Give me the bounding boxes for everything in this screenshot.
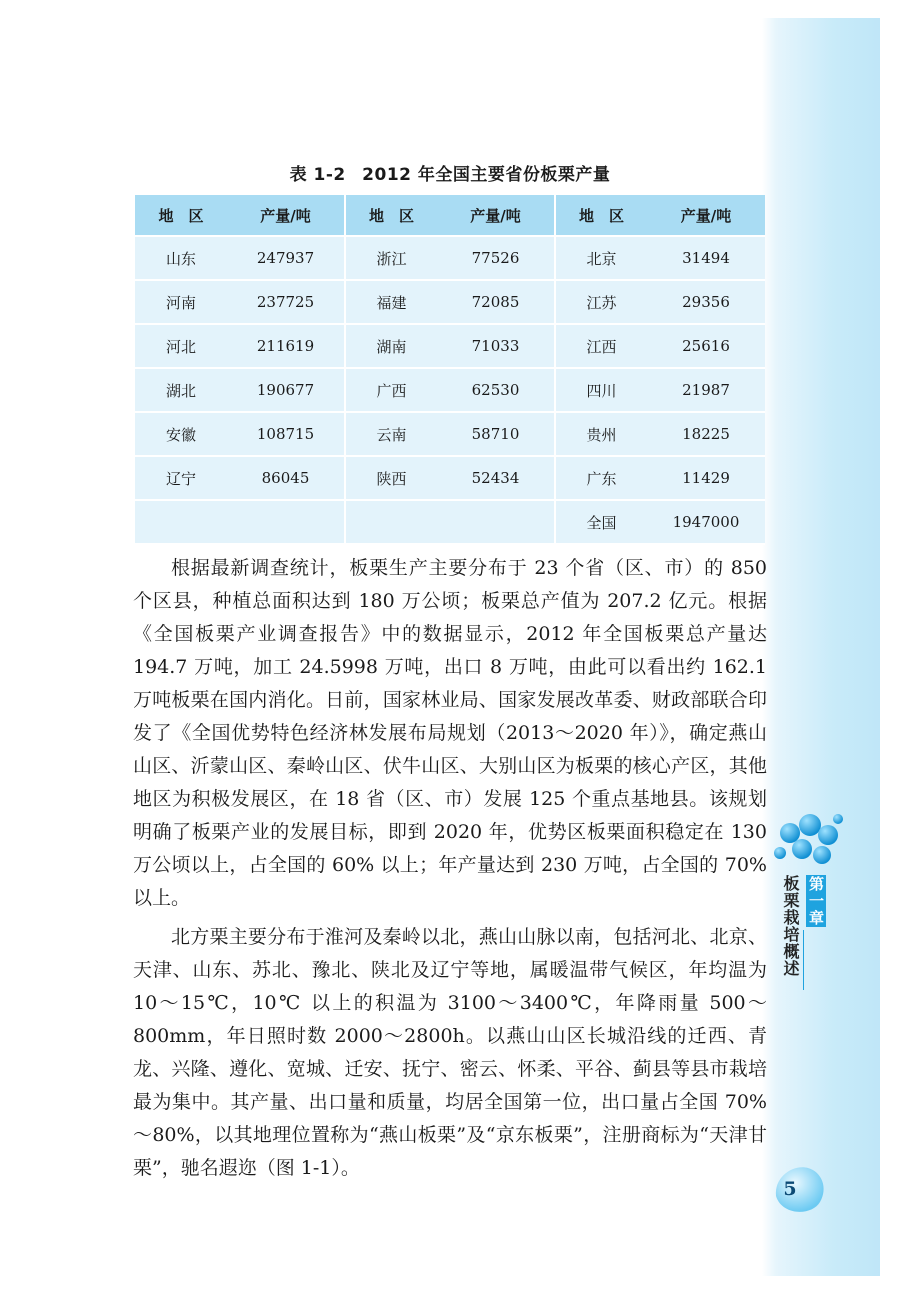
table-row [135, 456, 765, 500]
cell-region: 江苏 [555, 280, 647, 324]
table-row [135, 368, 765, 412]
chapter-title: 板栗栽培概述 [781, 875, 800, 977]
cell-region: 陕西 [345, 456, 437, 500]
chestnut-dots-decoration [770, 805, 850, 875]
cell-region: 北京 [555, 236, 647, 280]
cell-output: 86045 [227, 456, 345, 500]
cell-region: 山东 [135, 236, 227, 280]
table-row [135, 236, 765, 280]
header-region-1: 地 区 [135, 195, 227, 236]
cell-region: 河北 [135, 324, 227, 368]
table-row [135, 280, 765, 324]
cell-empty [345, 500, 437, 544]
cell-output: 31494 [647, 236, 765, 280]
cell-output: 72085 [437, 280, 555, 324]
cell-output: 108715 [227, 412, 345, 456]
table-row [135, 324, 765, 368]
header-region-3: 地 区 [555, 195, 647, 236]
cell-region: 江西 [555, 324, 647, 368]
side-decoration-strip [762, 18, 880, 1276]
table-number: 表 1-2 [289, 165, 346, 185]
cell-empty [227, 500, 345, 544]
body-text [133, 552, 767, 1191]
cell-output: 29356 [647, 280, 765, 324]
header-output-1: 产量/吨 [227, 195, 345, 236]
cell-region: 湖北 [135, 368, 227, 412]
table-row [135, 412, 765, 456]
header-output-3: 产量/吨 [647, 195, 765, 236]
cell-output: 77526 [437, 236, 555, 280]
cell-region: 浙江 [345, 236, 437, 280]
cell-output: 190677 [227, 368, 345, 412]
cell-output: 52434 [437, 456, 555, 500]
paragraph-2: 北方栗主要分布于淮河及秦岭以北，燕山山脉以南，包括河北、北京、天津、山东、苏北、豫北、陕北及辽宁等地，属暖温带气候区，年均温为 10～15℃，10℃ 以上的积温为 3100～3400℃，年降雨量 500～800mm，年日照时数 2000～2800h。以燕山山区长城沿线的迁西、青龙、兴隆、遵化、宽城、迁安、抚宁、密云、怀柔、平谷、蓟县等县市栽培最为集中。其产量、出口量和质量，均居全国第一位，出口量占全国 70%～80%，以其地理位置称为“燕山板栗”及“京东板栗”，注册商标为“天津甘栗”，驰名遐迩（图 1-1）。 [133, 926, 767, 1179]
cell-region: 贵州 [555, 412, 647, 456]
cell-output: 71033 [437, 324, 555, 368]
page-number: 5 [783, 1178, 797, 1200]
cell-output: 21987 [647, 368, 765, 412]
chapter-label: 第一章 [807, 875, 825, 927]
table-row-total [135, 500, 765, 544]
cell-region: 福建 [345, 280, 437, 324]
cell-empty [437, 500, 555, 544]
header-region-2: 地 区 [345, 195, 437, 236]
cell-output: 237725 [227, 280, 345, 324]
cell-region: 辽宁 [135, 456, 227, 500]
cell-output: 247937 [227, 236, 345, 280]
cell-empty [135, 500, 227, 544]
cell-output-total: 1947000 [647, 500, 765, 544]
cell-region: 四川 [555, 368, 647, 412]
table-caption [0, 160, 900, 185]
production-table [135, 195, 765, 545]
header-output-2: 产量/吨 [437, 195, 555, 236]
cell-output: 18225 [647, 412, 765, 456]
cell-output: 62530 [437, 368, 555, 412]
table-header-row [135, 195, 765, 236]
cell-output: 25616 [647, 324, 765, 368]
cell-region: 河南 [135, 280, 227, 324]
chapter-divider [803, 930, 804, 990]
cell-region: 湖南 [345, 324, 437, 368]
cell-output: 211619 [227, 324, 345, 368]
cell-region: 广东 [555, 456, 647, 500]
cell-region-total: 全国 [555, 500, 647, 544]
cell-region: 广西 [345, 368, 437, 412]
cell-region: 安徽 [135, 412, 227, 456]
cell-output: 11429 [647, 456, 765, 500]
table-title-text: 2012 年全国主要省份板栗产量 [362, 165, 611, 185]
paragraph-1: 根据最新调查统计，板栗生产主要分布于 23 个省（区、市）的 850 个区县，种植总面积达到 180 万公顷；板栗总产值为 207.2 亿元。根据《全国板栗产业调查报告》中的数据显示，2012 年全国板栗总产量达 194.7 万吨，加工 24.5998 万吨，出口 8 万吨，由此可以看出约 162.1 万吨板栗在国内消化。日前，国家林业局、国家发展改革委、财政部联合印发了《全国优势特色经济林发展布局规划（2013～2020 年）》，确定燕山山区、沂蒙山区、秦岭山区、伏牛山区、大别山区为板栗的核心产区，其他地区为积极发展区，在 18 省（区、市）发展 125 个重点基地县。该规划明确了板栗产业的发展目标，即到 2020 年，优势区板栗面积稳定在 130 万公顷以上，占全国的 60% 以上；年产量达到 230 万吨，占全国的 70% 以上。 [133, 557, 767, 909]
cell-output: 58710 [437, 412, 555, 456]
cell-region: 云南 [345, 412, 437, 456]
